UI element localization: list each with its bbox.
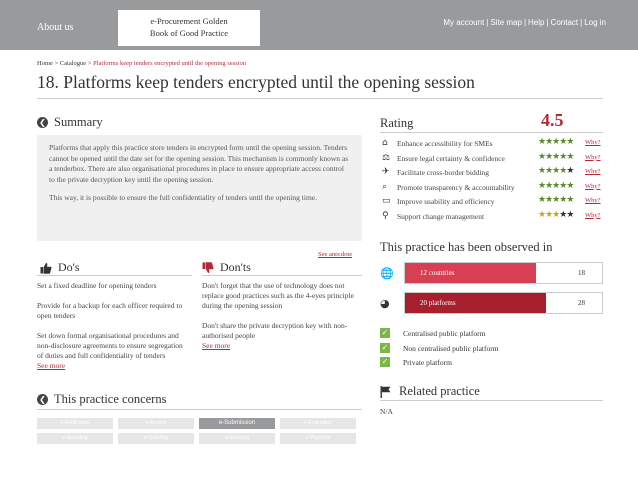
- stage-chip[interactable]: e-Invoicing: [199, 433, 275, 444]
- why-link[interactable]: Why?: [585, 139, 601, 146]
- platforms-label: 20 platforms: [420, 299, 456, 307]
- why-link[interactable]: Why?: [585, 197, 601, 204]
- dos-see-more-link[interactable]: See more: [37, 361, 66, 370]
- divider: [380, 132, 603, 133]
- rating-heading: Rating: [380, 116, 414, 130]
- rating-row: [380, 152, 603, 166]
- divider: [37, 409, 362, 410]
- star-icon: ★: [545, 137, 553, 147]
- star-icon: ★: [566, 195, 574, 205]
- divider: [202, 275, 362, 276]
- observed-heading: This practice has been observed in: [380, 240, 553, 254]
- dos-list: [37, 281, 185, 371]
- star-icon: ★: [559, 151, 567, 162]
- chevron-left-icon[interactable]: ❮: [37, 117, 48, 128]
- divider: [380, 400, 603, 401]
- why-link[interactable]: Why?: [585, 211, 601, 219]
- why-link[interactable]: Why?: [585, 182, 601, 190]
- rating-row: [380, 166, 603, 180]
- dos-item: Set down formal organisational procedures and non-disclosure agreements to ensure segregation of duties and full confidentiality of tenders: [37, 331, 183, 360]
- star-icon: ★: [552, 209, 560, 220]
- star-icon: ★: [545, 151, 553, 162]
- rating-criterion-label: Enhance accessibility for SMEs: [397, 139, 493, 148]
- my-account-link[interactable]: My account: [443, 18, 485, 27]
- star-icon: ★: [566, 180, 574, 191]
- star-icon: ★: [566, 151, 574, 162]
- star-icon: ★: [538, 180, 546, 191]
- concerns-heading: [37, 392, 166, 407]
- star-icon: ★: [566, 166, 574, 176]
- monitor-icon: ▭: [382, 196, 391, 206]
- star-icon: ★: [559, 195, 567, 205]
- star-icon: ★: [545, 209, 553, 220]
- rating-criterion-label: Facilitate cross-border bidding: [397, 168, 490, 177]
- star-rating: [538, 210, 573, 220]
- rating-row: [380, 210, 603, 224]
- link-separator: |: [523, 18, 527, 27]
- star-icon: ★: [552, 180, 560, 191]
- check-label: Non centralised public platform: [403, 344, 499, 353]
- see-anecdote-link[interactable]: See anecdote: [318, 251, 353, 258]
- donts-item: Don't forget that the use of technology does not replace good practices such as the 4-eyes principle during the opening session: [202, 281, 354, 310]
- breadcrumb: [37, 60, 246, 67]
- about-us-link[interactable]: About us: [37, 22, 74, 33]
- globe-icon: 🌐: [380, 267, 394, 280]
- plane-icon: ✈: [382, 167, 390, 177]
- star-icon: ★: [559, 209, 567, 220]
- star-icon: ★: [552, 151, 560, 162]
- checkmark-icon: ✓: [381, 343, 389, 352]
- star-icon: ★: [538, 195, 546, 205]
- summary-heading: [37, 115, 103, 130]
- donts-item: Don't share the private decryption key with non-authorised people: [202, 321, 348, 340]
- brand-logo[interactable]: [118, 10, 260, 46]
- rating-row: [380, 195, 603, 209]
- page-title: 18. Platforms keep tenders encrypted until the opening session: [37, 72, 475, 92]
- star-icon: ★: [538, 209, 546, 220]
- stage-chip[interactable]: e-Evaluation: [280, 418, 356, 429]
- flag-icon: [380, 386, 391, 398]
- star-icon: ★: [552, 195, 560, 205]
- divider: [37, 275, 192, 276]
- dos-item: Set a fixed deadline for opening tenders: [37, 281, 157, 290]
- star-icon: ★: [538, 151, 546, 162]
- star-rating: [538, 137, 573, 147]
- countries-label: 12 countries: [420, 269, 455, 277]
- dos-heading: [40, 260, 80, 275]
- related-heading-label: Related practice: [399, 384, 480, 398]
- platforms-total: 28: [578, 299, 585, 307]
- star-icon: ★: [545, 166, 553, 176]
- breadcrumb-catalogue[interactable]: Catalogue: [59, 60, 87, 67]
- related-heading: [380, 384, 480, 399]
- dos-item: Provide for a backup for each officer required to open tenders: [37, 301, 183, 320]
- summary-box: [37, 135, 362, 241]
- check-label: Centralised public platform: [403, 329, 486, 338]
- breadcrumb-current: Platforms keep tenders encrypted until the opening session: [93, 60, 246, 67]
- checkmark-icon: ✓: [381, 357, 389, 366]
- sitemap-icon: ⚲: [382, 210, 389, 221]
- summary-heading-label: Summary: [54, 115, 103, 129]
- rating-criterion-label: Ensure legal certainty & confidence: [397, 153, 505, 163]
- breadcrumb-sep: >: [54, 60, 59, 67]
- platforms-bar-row: [380, 292, 603, 314]
- why-link[interactable]: Why?: [585, 168, 601, 175]
- star-icon: ★: [566, 137, 574, 147]
- summary-paragraph-1: Platforms that apply this practice store tenders in encrypted form until the opening session. Tenders cannot be opened until the date set for the opening session. This mechanism is commonly known as a tenderbox. There are also organisational procedures in place to ensure appropriate access control to the private decryption key until the opening session.: [49, 143, 349, 184]
- star-icon: ★: [559, 166, 567, 176]
- login-link[interactable]: Log in: [584, 18, 606, 27]
- search-icon: ⌕: [382, 181, 388, 192]
- stage-chip[interactable]: e-Submission: [199, 418, 275, 429]
- stage-chip[interactable]: e-Access: [118, 418, 194, 429]
- star-icon: ★: [552, 137, 560, 147]
- rating-criterion-label: Improve usability and efficiency: [397, 197, 495, 206]
- brand-line-1: e-Procurement Golden: [150, 16, 228, 26]
- star-icon: ★: [559, 180, 567, 191]
- why-link[interactable]: Why?: [585, 153, 601, 161]
- checkmark-icon: ✓: [381, 328, 389, 337]
- stage-chip[interactable]: e-Ordering: [118, 433, 194, 444]
- link-separator: |: [486, 18, 489, 27]
- rating-score: 4.5: [541, 110, 564, 130]
- star-icon: ★: [559, 137, 567, 147]
- home-icon: ⌂: [382, 138, 388, 148]
- breadcrumb-home[interactable]: Home: [37, 60, 53, 67]
- donts-heading-label: Don'ts: [220, 260, 251, 274]
- rating-row: [380, 181, 603, 195]
- rating-criterion-label: Promote transparency & accountability: [397, 182, 515, 192]
- star-icon: ★: [538, 166, 546, 176]
- concerns-heading-label: This practice concerns: [54, 392, 167, 406]
- countries-total: 18: [578, 269, 585, 277]
- donts-see-more-link[interactable]: See more: [202, 341, 231, 350]
- star-icon: ★: [545, 195, 553, 205]
- dos-heading-label: Do's: [58, 260, 80, 274]
- star-rating: [538, 195, 573, 205]
- breadcrumb-sep: >: [87, 60, 92, 67]
- stage-chip[interactable]: e-Notification: [37, 418, 113, 429]
- countries-bar-row: [380, 262, 603, 284]
- donts-heading: [202, 260, 251, 275]
- rating-row: [380, 137, 603, 151]
- related-value: N/A: [380, 407, 393, 416]
- summary-paragraph-2: This way, it is possible to ensure the full confidentiality of tenders until the opening time.: [49, 193, 318, 202]
- contact-link[interactable]: Contact: [550, 18, 579, 27]
- star-icon: ★: [566, 209, 574, 220]
- star-rating: [538, 181, 573, 191]
- thumbs-up-icon: [40, 262, 52, 274]
- link-separator: |: [546, 18, 549, 27]
- divider: [37, 98, 603, 99]
- check-label: Private platform: [403, 358, 452, 367]
- help-link[interactable]: Help: [528, 18, 545, 27]
- top-links: [443, 18, 606, 27]
- chevron-left-icon[interactable]: ❮: [37, 394, 48, 405]
- pie-chart-icon: ◕: [380, 297, 390, 310]
- donts-list: [202, 281, 362, 351]
- star-icon: ★: [552, 166, 560, 176]
- star-icon: ★: [545, 180, 553, 191]
- star-rating: [538, 152, 573, 162]
- link-separator: |: [580, 18, 583, 27]
- stage-chip[interactable]: e-Awarding: [37, 433, 113, 444]
- thumbs-down-icon: [202, 262, 214, 274]
- stage-chip[interactable]: e-Payment: [280, 433, 356, 444]
- star-rating: [538, 166, 573, 176]
- gavel-icon: ⚖: [382, 152, 391, 163]
- site-map-link[interactable]: Site map: [490, 18, 522, 27]
- brand-line-2: Book of Good Practice: [149, 28, 229, 38]
- star-icon: ★: [538, 137, 546, 147]
- rating-criterion-label: Support change management: [397, 211, 485, 221]
